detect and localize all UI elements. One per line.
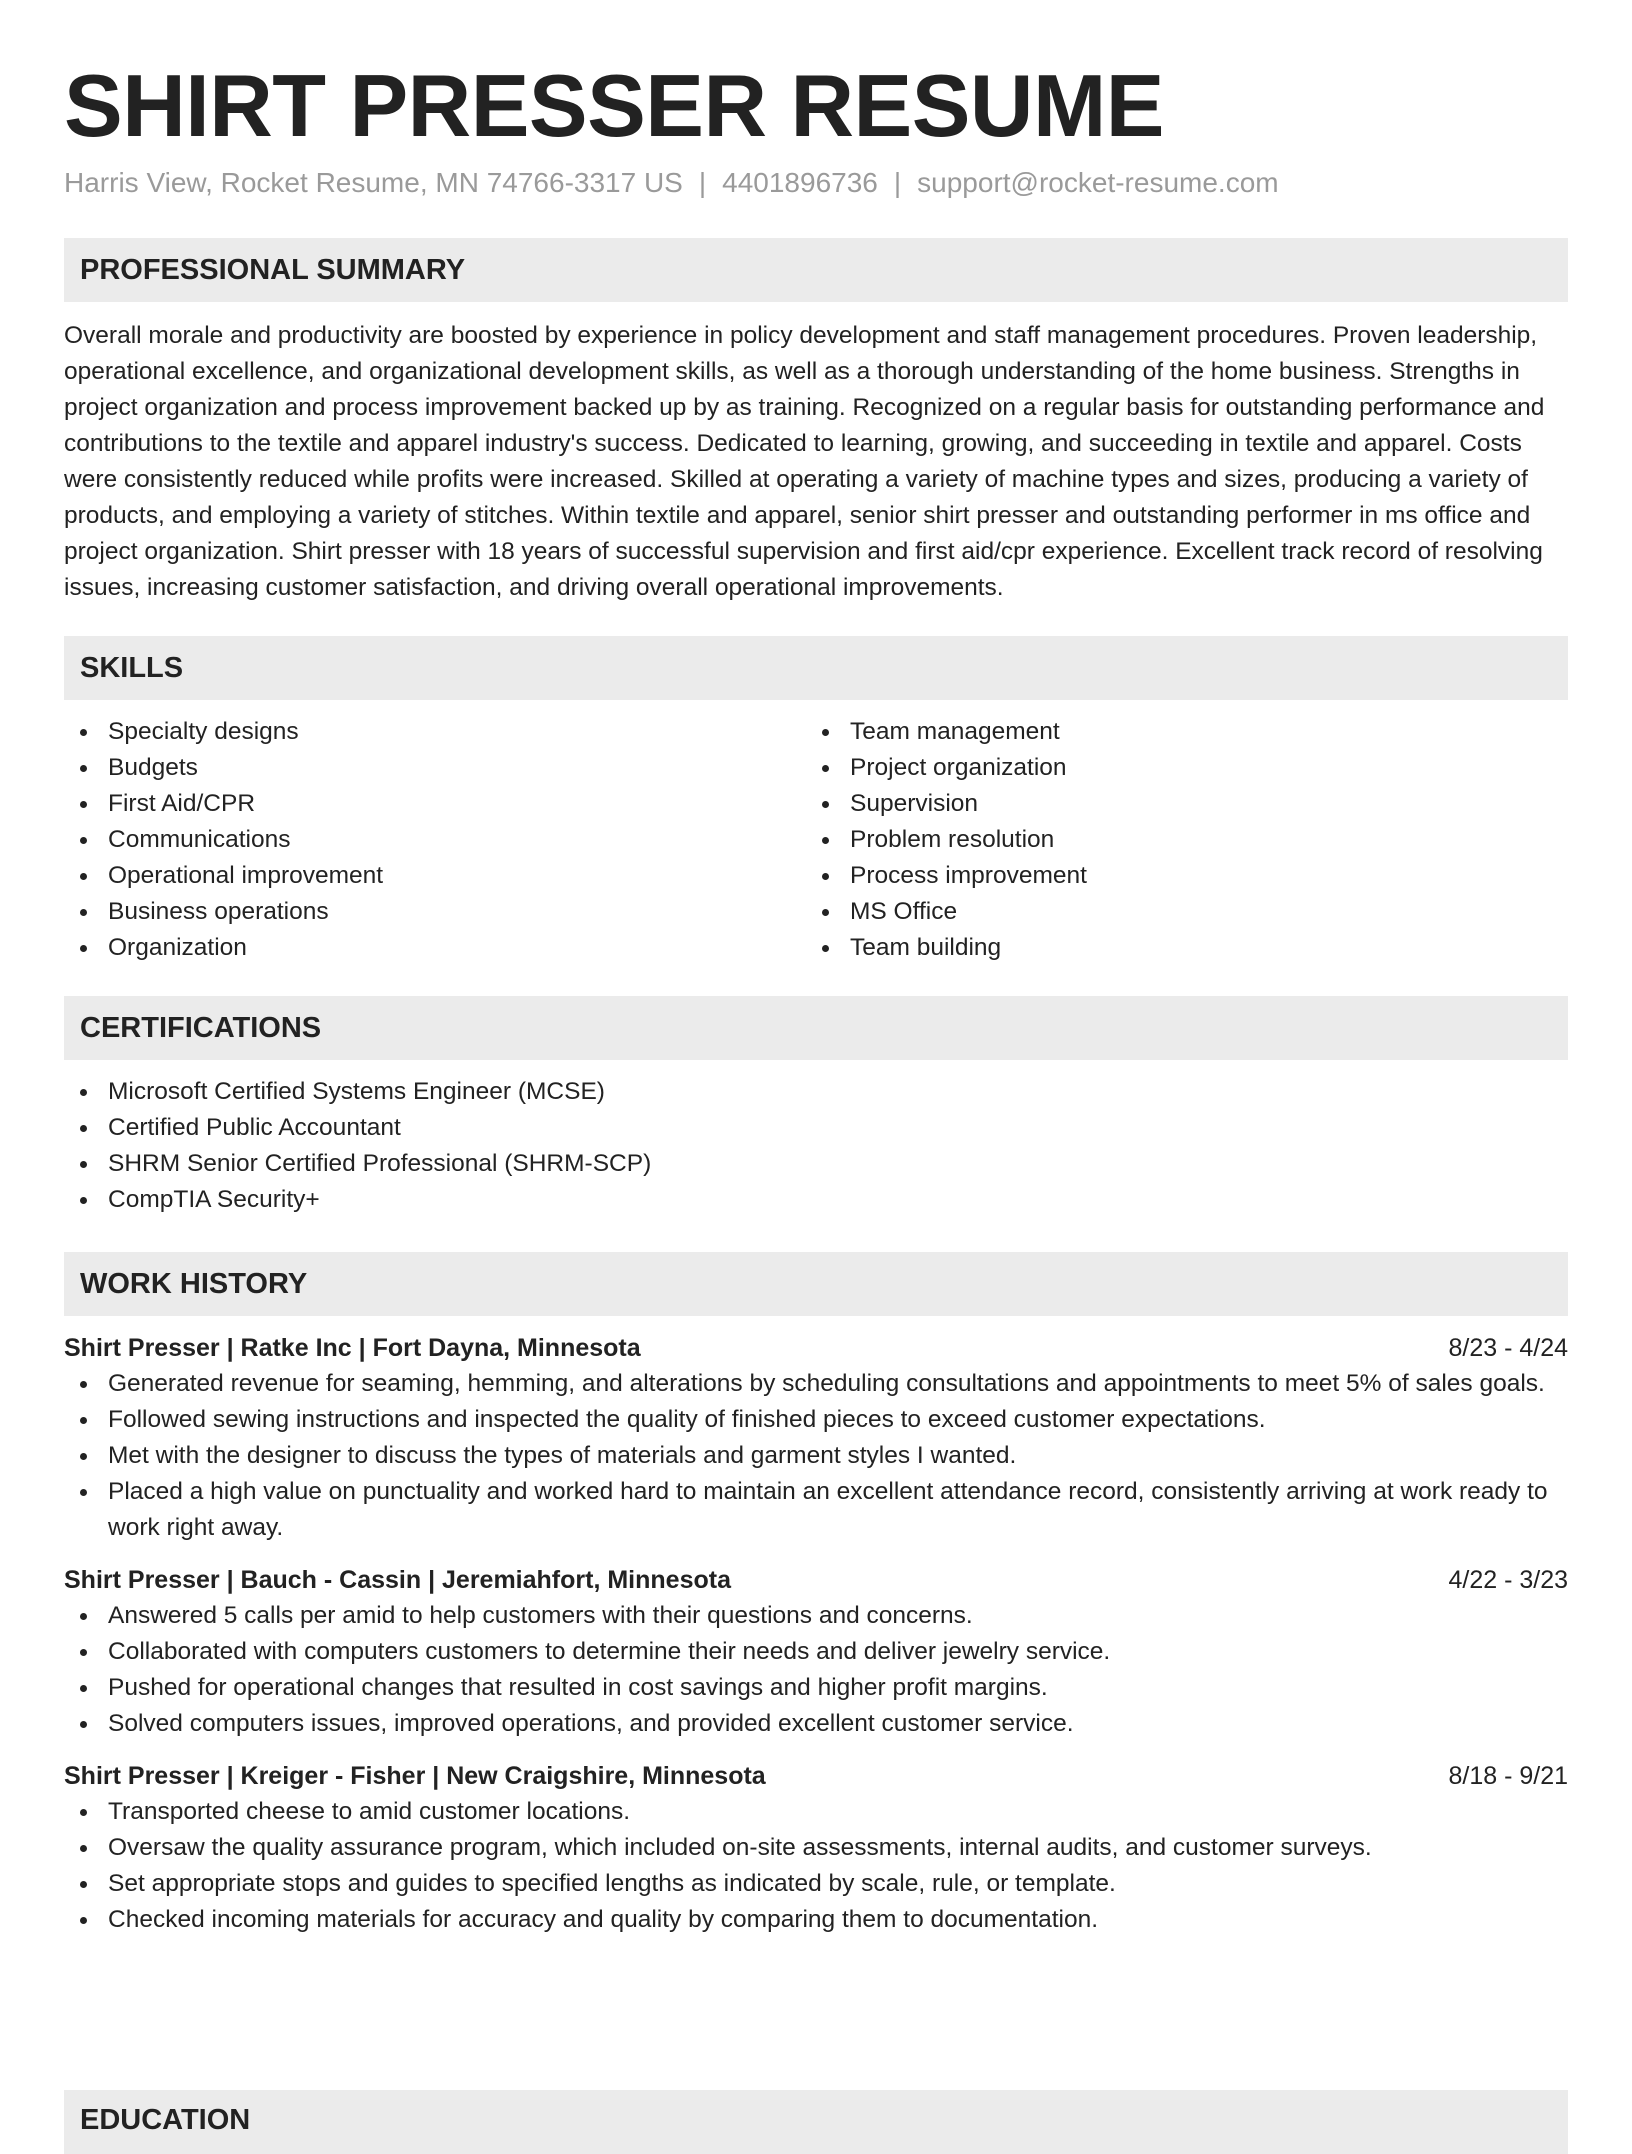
- list-item: First Aid/CPR: [64, 786, 806, 822]
- list-item: Specialty designs: [64, 714, 806, 750]
- job-title: Shirt Presser | Bauch - Cassin | Jeremiahfort, Minnesota: [64, 1566, 731, 1594]
- list-item: Generated revenue for seaming, hemming, and alterations by scheduling consultations and appointments to meet 5% of sales goals.: [64, 1366, 1568, 1402]
- list-item: Met with the designer to discuss the types of materials and garment styles I wanted.: [64, 1438, 1568, 1474]
- list-item: Collaborated with computers customers to determine their needs and deliver jewelry service.: [64, 1634, 1568, 1670]
- list-item: Team building: [806, 930, 1548, 966]
- job-entry: [64, 1758, 1568, 1938]
- list-item: Certified Public Accountant: [64, 1110, 1568, 1146]
- job-bullets: [64, 1794, 1568, 1938]
- job-title: Shirt Presser | Ratke Inc | Fort Dayna, Minnesota: [64, 1334, 641, 1362]
- list-item: Organization: [64, 930, 806, 966]
- list-item: Placed a high value on punctuality and worked hard to maintain an excellent attendance record, consistently arriving at work ready to work right away.: [64, 1474, 1568, 1546]
- contact-phone: 4401896736: [722, 167, 878, 198]
- list-item: Set appropriate stops and guides to specified lengths as indicated by scale, rule, or template.: [64, 1866, 1568, 1902]
- section-heading-certifications: CERTIFICATIONS: [64, 996, 1568, 1060]
- list-item: Operational improvement: [64, 858, 806, 894]
- job-dates: 8/23 - 4/24: [1448, 1334, 1568, 1362]
- section-heading-work-history: WORK HISTORY: [64, 1252, 1568, 1316]
- job-header: [64, 1562, 1568, 1598]
- contact-line: [64, 166, 1568, 200]
- list-item: Budgets: [64, 750, 806, 786]
- skills-grid: [64, 714, 1568, 966]
- list-item: Checked incoming materials for accuracy and quality by comparing them to documentation.: [64, 1902, 1568, 1938]
- contact-email[interactable]: support@rocket-resume.com: [917, 167, 1279, 198]
- skills-column-right: [806, 714, 1548, 966]
- list-item: Problem resolution: [806, 822, 1548, 858]
- section-heading-skills: SKILLS: [64, 636, 1568, 700]
- section-heading-summary: PROFESSIONAL SUMMARY: [64, 238, 1568, 302]
- job-dates: 4/22 - 3/23: [1448, 1566, 1568, 1594]
- job-entry: [64, 1562, 1568, 1742]
- list-item: Business operations: [64, 894, 806, 930]
- skills-column-left: [64, 714, 806, 966]
- contact-address: Harris View, Rocket Resume, MN 74766-3317 US: [64, 167, 683, 198]
- resume-page: [64, 56, 1568, 1938]
- list-item: Oversaw the quality assurance program, which included on-site assessments, internal audits, and customer surveys.: [64, 1830, 1568, 1866]
- job-bullets: [64, 1598, 1568, 1742]
- list-item: Followed sewing instructions and inspected the quality of finished pieces to exceed customer expectations.: [64, 1402, 1568, 1438]
- contact-separator: |: [698, 167, 707, 198]
- list-item: Communications: [64, 822, 806, 858]
- certifications-list: [64, 1074, 1568, 1218]
- summary-text: Overall morale and productivity are boosted by experience in policy development and staff management procedures. Proven leadership, operational excellence, and organizational development skills, as well as a thorough understanding of the home business. Strengths in project organization and process improvement backed up by as training. Recognized on a regular basis for outstanding performance and contributions to the textile and apparel industry's success. Dedicated to learning, growing, and succeeding in textile and apparel. Costs were consistently reduced while profits were increased. Skilled at operating a variety of machine types and sizes, producing a variety of products, and employing a variety of stitches. Within textile and apparel, senior shirt presser and outstanding performer in ms office and project organization. Shirt presser with 18 years of successful supervision and first aid/cpr experience. Excellent track record of resolving issues, increasing customer satisfaction, and driving overall operational improvements.: [64, 322, 1545, 601]
- contact-separator: |: [893, 167, 902, 198]
- list-item: Microsoft Certified Systems Engineer (MCSE): [64, 1074, 1568, 1110]
- list-item: Team management: [806, 714, 1548, 750]
- job-title: Shirt Presser | Kreiger - Fisher | New Craigshire, Minnesota: [64, 1762, 766, 1790]
- resume-title: SHIRT PRESSER RESUME: [64, 56, 1164, 155]
- job-bullets: [64, 1366, 1568, 1546]
- job-header: [64, 1758, 1568, 1794]
- list-item: Supervision: [806, 786, 1548, 822]
- job-dates: 8/18 - 9/21: [1448, 1762, 1568, 1790]
- job-header: [64, 1330, 1568, 1366]
- list-item: Pushed for operational changes that resulted in cost savings and higher profit margins.: [64, 1670, 1568, 1706]
- list-item: Process improvement: [806, 858, 1548, 894]
- job-entry: [64, 1330, 1568, 1546]
- list-item: CompTIA Security+: [64, 1182, 1568, 1218]
- list-item: Transported cheese to amid customer locations.: [64, 1794, 1568, 1830]
- section-heading-education: EDUCATION: [64, 2090, 1568, 2154]
- list-item: Solved computers issues, improved operations, and provided excellent customer service.: [64, 1706, 1568, 1742]
- list-item: Answered 5 calls per amid to help customers with their questions and concerns.: [64, 1598, 1568, 1634]
- list-item: MS Office: [806, 894, 1548, 930]
- list-item: Project organization: [806, 750, 1548, 786]
- list-item: SHRM Senior Certified Professional (SHRM-SCP): [64, 1146, 1568, 1182]
